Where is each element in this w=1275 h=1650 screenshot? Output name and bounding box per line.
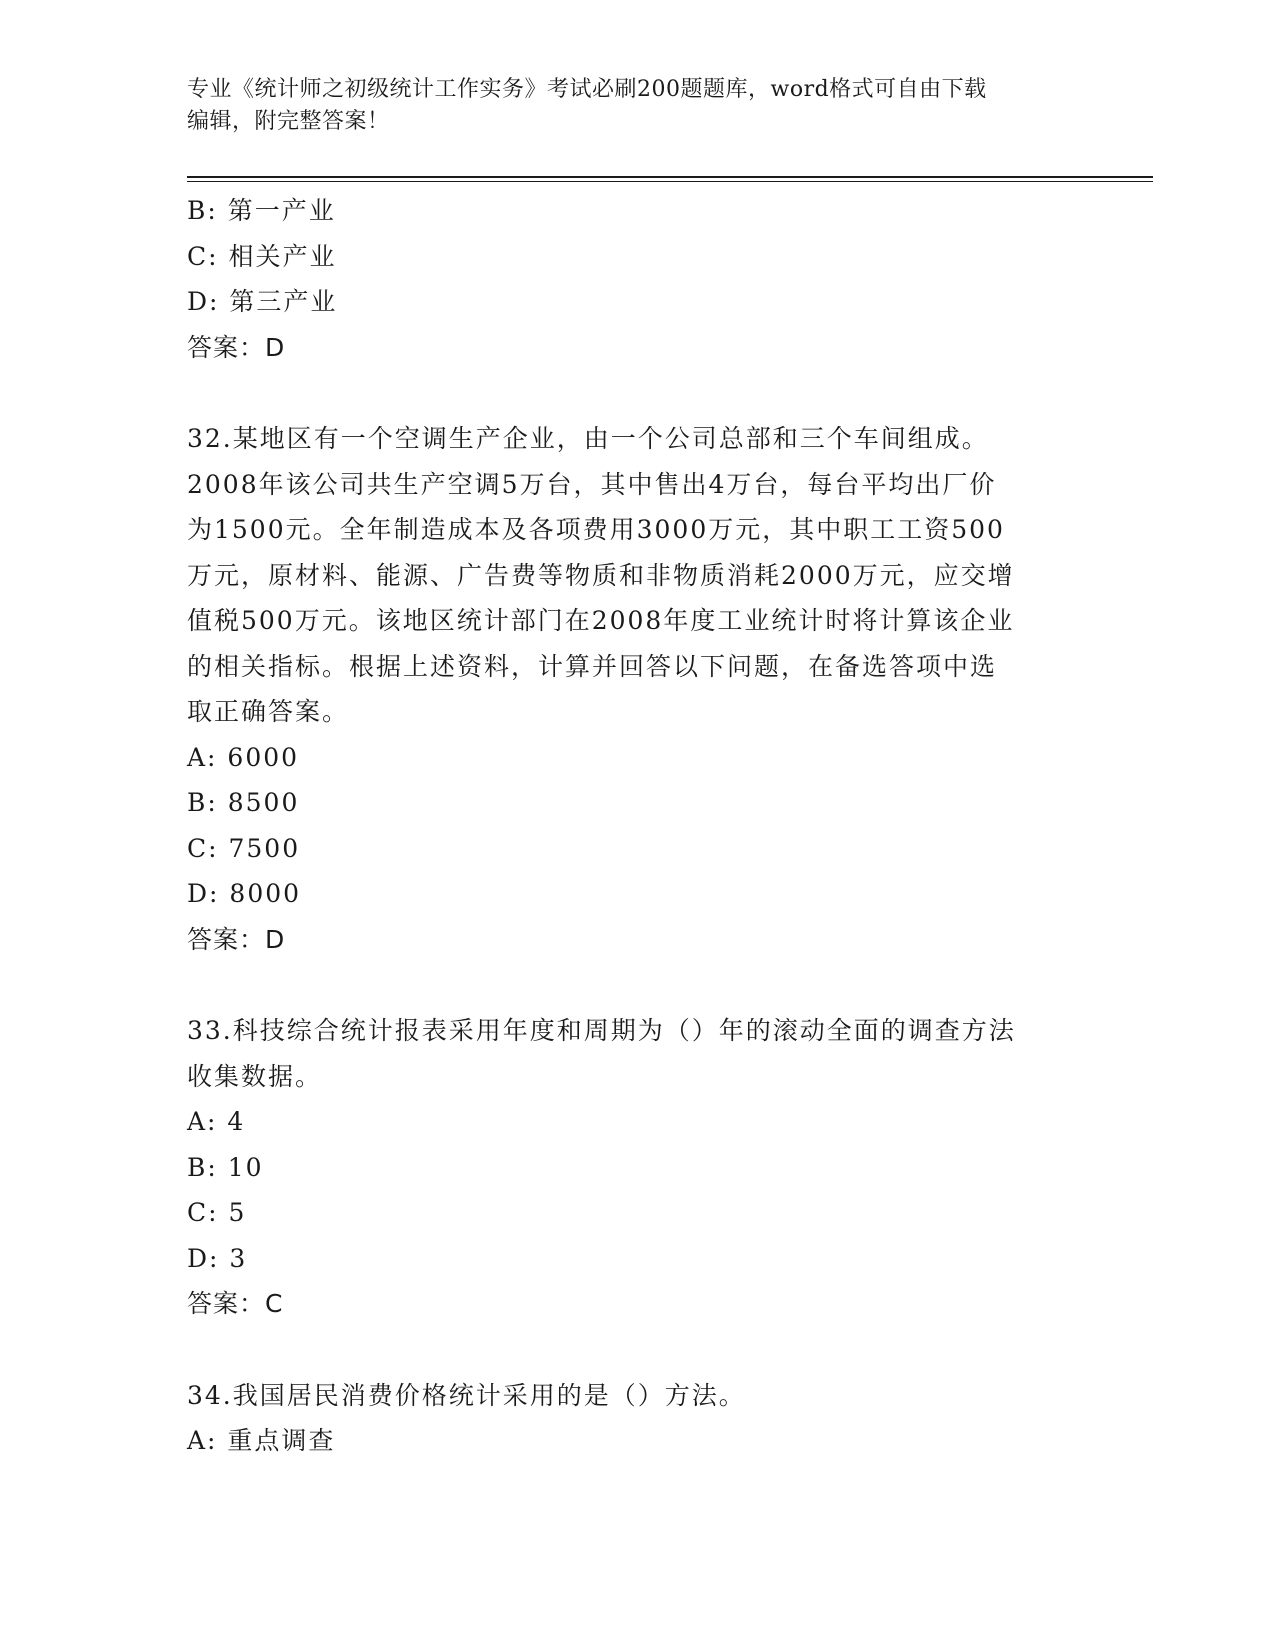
question-32	[187, 416, 1087, 962]
question-text-line: 为1500元。全年制造成本及各项费用3000万元，其中职工工资500	[187, 515, 1005, 544]
spacer	[187, 962, 1087, 1008]
answer-line: 答案：D	[187, 924, 286, 954]
question-33	[187, 1008, 1087, 1327]
option-a: A: 重点调查	[187, 1426, 336, 1455]
option-a: A: 4	[187, 1107, 246, 1136]
option-d: D: 第三产业	[187, 287, 338, 316]
option-a: A: 6000	[187, 742, 300, 772]
option-b: B: 第一产业	[187, 196, 336, 225]
document-header	[187, 74, 1067, 138]
question-text-line: 值税500万元。该地区统计部门在2008年度工业统计时将计算该企业	[187, 606, 1015, 635]
question-34	[187, 1373, 1087, 1464]
question-text-line: 33.科技综合统计报表采用年度和周期为（）年的滚动全面的调查方法	[187, 1016, 1016, 1045]
option-b: B: 8500	[187, 788, 300, 817]
question-text-line: 万元，原材料、能源、广告费等物质和非物质消耗2000万元，应交增	[187, 560, 1015, 590]
question-text-line: 收集数据。	[187, 1061, 323, 1091]
question-text-line: 的相关指标。根据上述资料，计算并回答以下问题，在备选答项中选	[187, 651, 998, 681]
spacer	[187, 1327, 1087, 1373]
document-body	[187, 188, 1087, 1464]
question-text-line: 34.我国居民消费价格统计采用的是（）方法。	[187, 1380, 746, 1410]
option-d: D: 8000	[187, 879, 302, 908]
header-line-1: 专业《统计师之初级统计工作实务》考试必刷200题题库，word格式可自由下载	[187, 77, 987, 102]
option-c: C: 5	[187, 1198, 247, 1227]
answer-line: 答案：C	[187, 1289, 284, 1318]
answer-line: 答案：D	[187, 332, 286, 362]
question-text-line: 取正确答案。	[187, 697, 350, 726]
option-c: C: 相关产业	[187, 241, 337, 271]
option-b: B: 10	[187, 1152, 264, 1182]
question-text-line: 2008年该公司共生产空调5万台，其中售出4万台，每台平均出厂价	[187, 469, 997, 499]
header-rule-thick	[187, 176, 1153, 178]
question-31-continuation	[187, 188, 1087, 370]
option-c: C: 7500	[187, 833, 301, 863]
spacer	[187, 370, 1087, 416]
header-rule-thin	[187, 181, 1153, 182]
option-d: D: 3	[187, 1243, 248, 1273]
header-line-2: 编辑，附完整答案！	[187, 109, 390, 134]
question-text-line: 32.某地区有一个空调生产企业，由一个公司总部和三个车间组成。	[187, 424, 989, 453]
